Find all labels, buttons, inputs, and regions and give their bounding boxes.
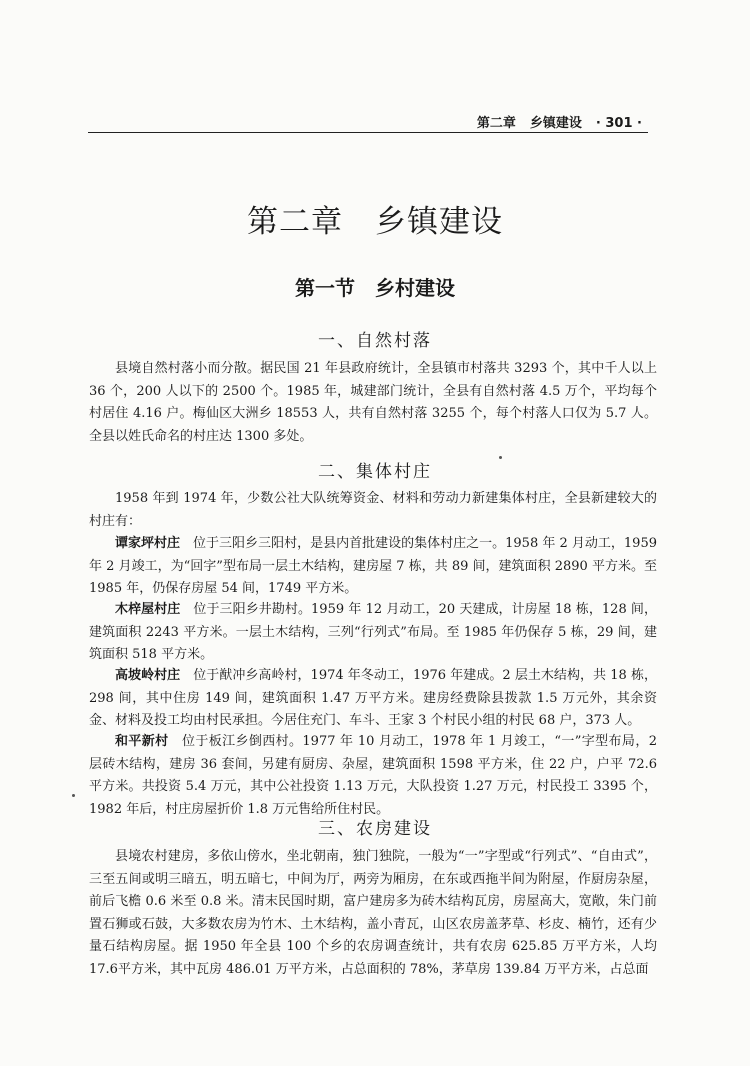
header-chapter: 第二章 <box>476 116 516 131</box>
subsection-title-2: 二、集体村庄 <box>318 462 432 482</box>
scan-speck <box>72 794 75 797</box>
entry-text: 位于三阳乡三阳村，是县内首批建设的集体村庄之一。1958 年 2 月动工，1959 年 2 月竣工，为“回字”型布局一层土木结构，建房屋 7 栋，共 89 间，建筑面积 2890 平方米。至 1985 年，仍保存房屋 54 间，1749 平方米。 <box>89 536 657 596</box>
entry-text: 位于板江乡倒西村。1977 年 10 月动工，1978 年 1 月竣工，“一”字型布局，2 层砖木结构，建房 36 套间，另建有厨房、杂屋，建筑面积 1598 平方米，住 22 户，户平 72.6 平方米。共投资 5.4 万元，其中公社投资 1.13 万元，大队投资 1.27 万元，村民投工 3395 个，1982 年后，村庄房屋折价 1.8 万元售给所住村民。 <box>89 734 657 817</box>
entry-name: 高坡岭村庄 <box>115 668 181 683</box>
header-title: 乡镇建设 <box>529 116 582 131</box>
running-header <box>88 112 648 133</box>
subsection-title-3: 三、农房建设 <box>318 819 432 839</box>
header-text <box>463 112 642 131</box>
paragraph-collective-intro: 1958 年到 1974 年，少数公社大队统筹资金、材料和劳动力新建集体村庄，全县新建较大的村庄有： <box>89 491 657 529</box>
entry-name: 谭家坪村庄 <box>115 536 181 551</box>
paragraph-natural-villages: 县境自然村落小而分散。据民国 21 年县政府统计，全县镇市村落共 3293 个，其中千人以上 36 个，200 人以下的 2500 个。1985 年，城建部门统计，全县有自然村落 4.5 万个，平均每个村居住 4.16 户。梅仙区大洲乡 18553 人，共有自然村落 3255 个，每个村落人口仅为 5.7 人。全县以姓氏命名的村庄达 1300 多处。 <box>89 361 657 444</box>
subsection-title-1: 一、自然村落 <box>318 331 432 351</box>
entry-text: 位于猷冲乡高岭村，1974 年冬动工，1976 年建成。2 层土木结构，共 18 栋，298 间，其中住房 149 间，建筑面积 1.47 万平方米。建房经费除县拨款 1.5 万元外，其余资金、材料及投工均由村民承担。今居住充门、车斗、王家 3 个村民小组的村民 68 户，373 人。 <box>89 668 657 728</box>
entry-text: 位于三阳乡井勘村。1959 年 12 月动工，20 天建成，计房屋 18 栋，128 间，建筑面积 2243 平方米。一层土木结构，三列“行列式”布局。至 1985 年仍保存 5 栋，29 间，建筑面积 518 平方米。 <box>89 602 657 662</box>
entry-heping <box>89 731 657 821</box>
entry-muziwu <box>89 599 657 667</box>
scan-speck <box>499 456 502 459</box>
page-number: · 301 · <box>595 116 642 131</box>
chapter-title: 第二章 乡镇建设 <box>247 204 503 240</box>
entry-name: 和平新村 <box>115 734 169 749</box>
paragraph-farmhouses: 县境农村建房，多依山傍水，坐北朝南，独门独院，一般为“一”字型或“行列式”、“自由式”，三至五间或明三暗五，明五暗七，中间为厅，两旁为厢房，在东或西拖半间为附屋，作厨房杂屋，前后飞檐 0.6 米至 0.8 米。清末民国时期，富户建房多为砖木结构瓦房，房屋高大，宽敞，朱门前置石狮或石鼓，大多数农房为竹木、土木结构，盖小青瓦，山区农房盖茅草、杉皮、楠竹，还有少量石结构房屋。据 1950 年全县 100 个乡的农房调查统计，共有农房 625.85 万平方米，人均 17.6平方米，其中瓦房 486.01 万平方米，占总面积的 78%，茅草房 139.84 万平方米，占总面 <box>89 849 657 977</box>
entry-gaopoling <box>89 665 657 733</box>
section-title: 第一节 乡村建设 <box>295 276 455 300</box>
entry-name: 木梓屋村庄 <box>115 602 181 617</box>
entry-tanjiaping <box>89 533 657 601</box>
